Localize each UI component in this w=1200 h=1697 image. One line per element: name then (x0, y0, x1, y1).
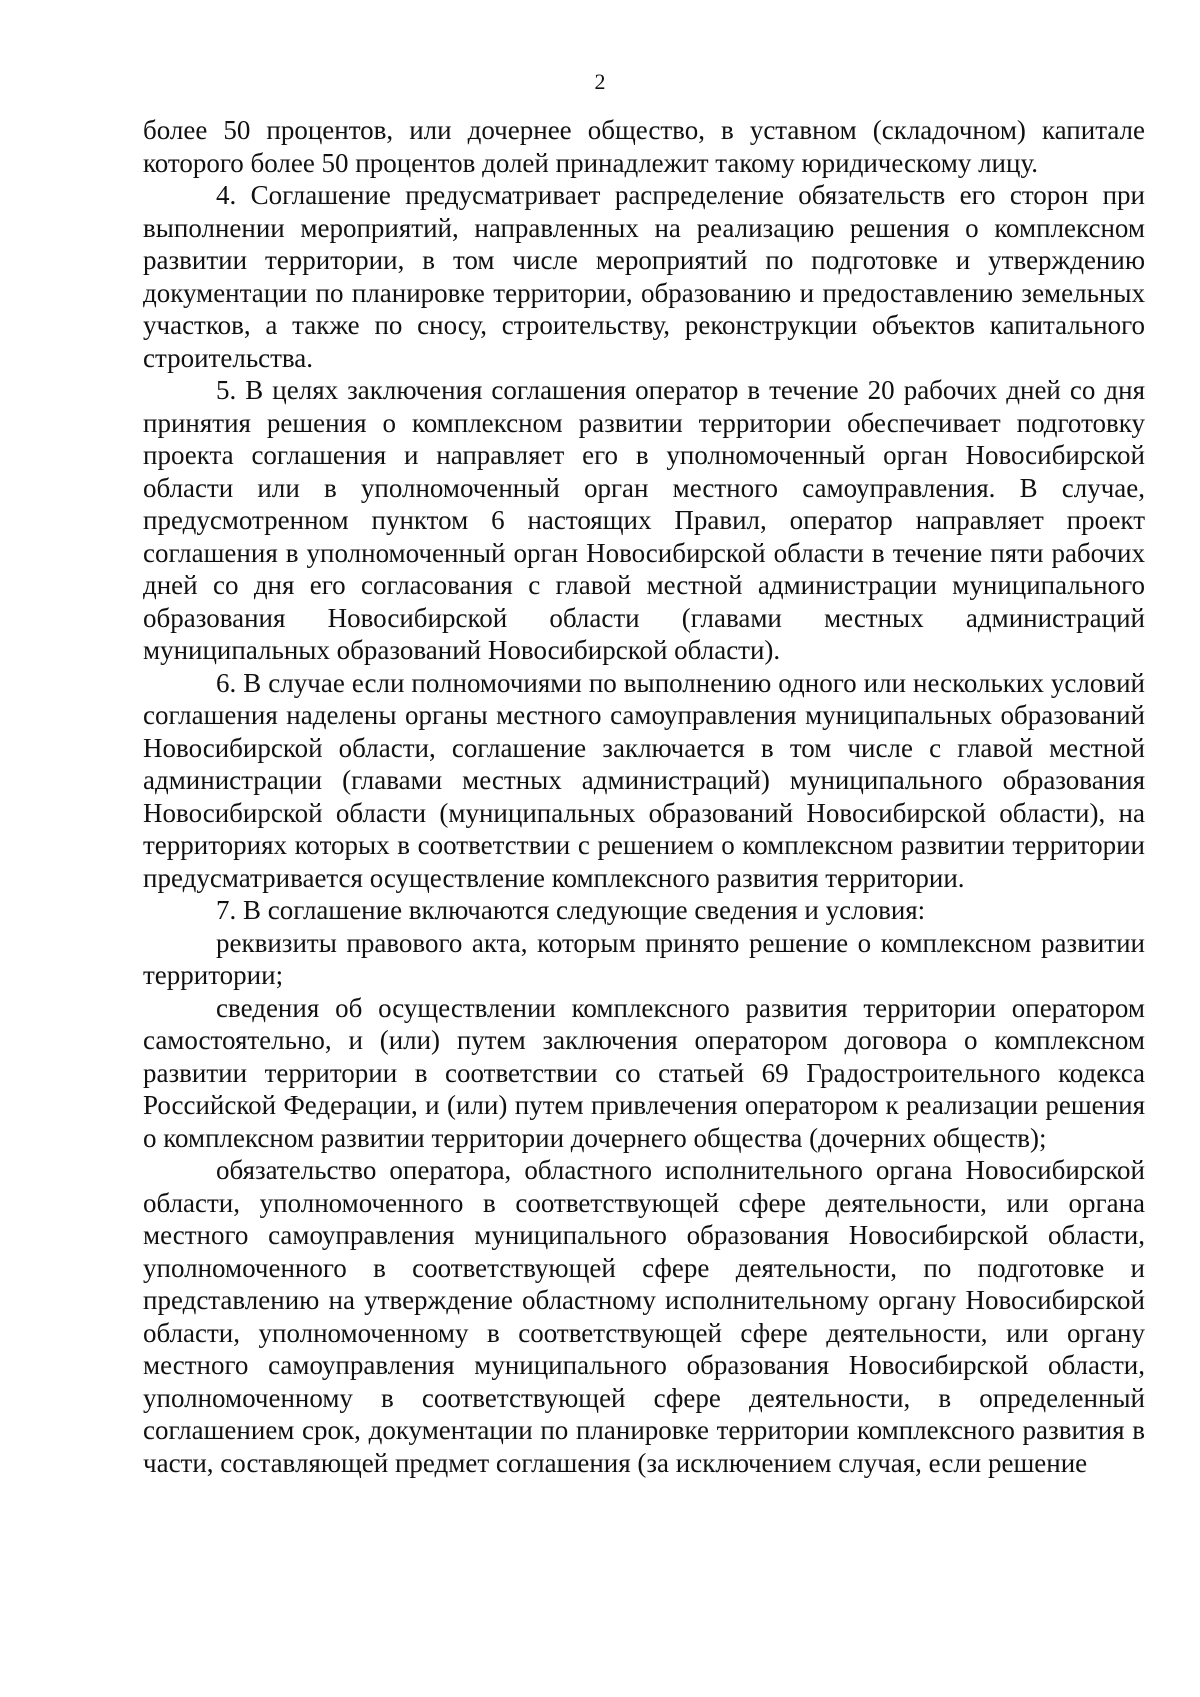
paragraph-clause-7-item-2: сведения об осуществлении комплексного развития территории оператором самостоятельно, и (или) путем заключения оператором договора о комплексном развитии территории в соответствии со статьей 69 Градостроительного кодекса Российской Федерации, и (или) путем привлечения оператором к реализации решения о комплексном развитии территории дочернего общества (дочерних обществ); (143, 992, 1145, 1153)
page-number: 2 (594, 69, 606, 94)
paragraph-clause-7-item-3: обязательство оператора, областного исполнительного органа Новосибирской области, уполномоченного в соответствующей сфере деятельности, или органа местного самоуправления муниципального образования Новосибирской области, уполномоченного в соответствующей сфере деятельности, по подготовке и представлению на утверждение областному исполнительному органу Новосибирской области, уполномоченному в соответствующей сфере деятельности, или органу местного самоуправления муниципального образования Новосибирской области, уполномоченному в соответствующей сфере деятельности, в определенный соглашением срок, документации по планировке территории комплексного развития в части, составляющей предмет соглашения (за исключением случая, если решение (143, 1155, 1145, 1478)
paragraph-clause-4: 4. Соглашение предусматривает распределение обязательств его сторон при выполнении мероприятий, направленных на реализацию решения о комплексном развитии территории, в том числе мероприятий по подготовке и утверждению документации по планировке территории, образованию и предоставлению земельных участков, а также по сносу, строительству, реконструкции объектов капитального строительства. (143, 180, 1145, 373)
paragraph-clause-5: 5. В целях заключения соглашения оператор в течение 20 рабочих дней со дня принятия решения о комплексном развитии территории обеспечивает подготовку проекта соглашения и направляет его в уполномоченный орган Новосибирской области или в уполномоченный орган местного самоуправления. В случае, предусмотренном пунктом 6 настоящих Правил, оператор направляет проект соглашения в уполномоченный орган Новосибирской области в течение пяти рабочих дней со дня его согласования с главой местной администрации муниципального образования Новосибирской области (главами местных администраций муниципальных образований Новосибирской области). (143, 375, 1145, 665)
document-body (143, 114, 1145, 1479)
paragraph-clause-6: 6. В случае если полномочиями по выполнению одного или нескольких условий соглашения наделены органы местного самоуправления муниципальных образований Новосибирской области, соглашение заключается в том числе с главой местной администрации (главами местных администраций) муниципального образования Новосибирской области (муниципальных образований Новосибирской области), на территориях которых в соответствии с решением о комплексном развитии территории предусматривается осуществление комплексного развития территории. (143, 667, 1145, 893)
paragraph-continuation: более 50 процентов, или дочернее общество, в уставном (складочном) капитале которого более 50 процентов долей принадлежит такому юридическому лицу. (143, 115, 1145, 178)
paragraph-clause-7: 7. В соглашение включаются следующие сведения и условия: (216, 895, 926, 925)
paragraph-clause-7-item-1: реквизиты правового акта, которым принято решение о комплексном развитии территории; (143, 927, 1145, 990)
